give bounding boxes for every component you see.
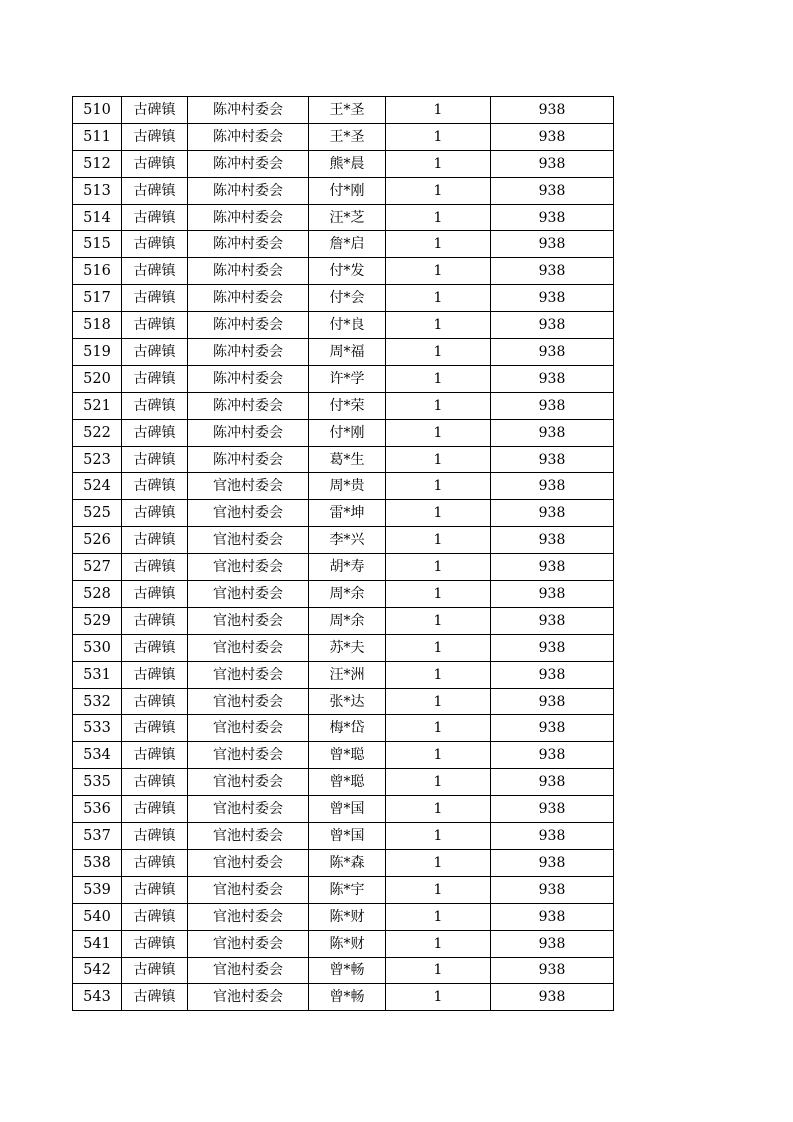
town-cell: 古碑镇 — [122, 634, 188, 661]
count-cell: 1 — [386, 957, 491, 984]
village-cell: 陈冲村委会 — [188, 204, 309, 231]
person-name-cell: 苏*夫 — [309, 634, 386, 661]
person-name-cell: 熊*晨 — [309, 150, 386, 177]
amount-cell: 938 — [491, 607, 614, 634]
amount-cell: 938 — [491, 634, 614, 661]
count-cell: 1 — [386, 123, 491, 150]
person-name-cell: 曾*畅 — [309, 984, 386, 1011]
count-cell: 1 — [386, 392, 491, 419]
count-cell: 1 — [386, 500, 491, 527]
row-number-cell: 520 — [73, 365, 122, 392]
town-cell: 古碑镇 — [122, 876, 188, 903]
amount-cell: 938 — [491, 688, 614, 715]
table-row — [73, 688, 614, 715]
village-cell: 陈冲村委会 — [188, 339, 309, 366]
person-name-cell: 张*达 — [309, 688, 386, 715]
row-number-cell: 543 — [73, 984, 122, 1011]
amount-cell: 938 — [491, 796, 614, 823]
amount-cell: 938 — [491, 715, 614, 742]
village-cell: 官池村委会 — [188, 903, 309, 930]
village-cell: 陈冲村委会 — [188, 258, 309, 285]
count-cell: 1 — [386, 554, 491, 581]
person-name-cell: 胡*寿 — [309, 554, 386, 581]
town-cell: 古碑镇 — [122, 204, 188, 231]
row-number-cell: 537 — [73, 823, 122, 850]
person-name-cell: 詹*启 — [309, 231, 386, 258]
count-cell: 1 — [386, 849, 491, 876]
town-cell: 古碑镇 — [122, 177, 188, 204]
amount-cell: 938 — [491, 258, 614, 285]
table-row — [73, 876, 614, 903]
row-number-cell: 538 — [73, 849, 122, 876]
amount-cell: 938 — [491, 930, 614, 957]
town-cell: 古碑镇 — [122, 769, 188, 796]
row-number-cell: 529 — [73, 607, 122, 634]
amount-cell: 938 — [491, 500, 614, 527]
person-name-cell: 周*余 — [309, 607, 386, 634]
person-name-cell: 陈*宇 — [309, 876, 386, 903]
table-row — [73, 661, 614, 688]
count-cell: 1 — [386, 930, 491, 957]
person-name-cell: 付*荣 — [309, 392, 386, 419]
table-row — [73, 258, 614, 285]
town-cell: 古碑镇 — [122, 849, 188, 876]
table-row — [73, 715, 614, 742]
amount-cell: 938 — [491, 312, 614, 339]
town-cell: 古碑镇 — [122, 285, 188, 312]
count-cell: 1 — [386, 607, 491, 634]
town-cell: 古碑镇 — [122, 903, 188, 930]
table-row — [73, 554, 614, 581]
village-cell: 官池村委会 — [188, 715, 309, 742]
village-cell: 陈冲村委会 — [188, 177, 309, 204]
person-name-cell: 王*圣 — [309, 123, 386, 150]
town-cell: 古碑镇 — [122, 312, 188, 339]
person-name-cell: 付*刚 — [309, 419, 386, 446]
table-row — [73, 285, 614, 312]
person-name-cell: 梅*岱 — [309, 715, 386, 742]
count-cell: 1 — [386, 688, 491, 715]
row-number-cell: 510 — [73, 97, 122, 124]
amount-cell: 938 — [491, 957, 614, 984]
data-table — [72, 96, 614, 1011]
person-name-cell: 汪*芝 — [309, 204, 386, 231]
town-cell: 古碑镇 — [122, 473, 188, 500]
row-number-cell: 528 — [73, 581, 122, 608]
town-cell: 古碑镇 — [122, 97, 188, 124]
count-cell: 1 — [386, 258, 491, 285]
village-cell: 官池村委会 — [188, 473, 309, 500]
person-name-cell: 陈*财 — [309, 930, 386, 957]
count-cell: 1 — [386, 715, 491, 742]
count-cell: 1 — [386, 339, 491, 366]
table-row — [73, 527, 614, 554]
row-number-cell: 515 — [73, 231, 122, 258]
person-name-cell: 周*福 — [309, 339, 386, 366]
town-cell: 古碑镇 — [122, 527, 188, 554]
count-cell: 1 — [386, 984, 491, 1011]
amount-cell: 938 — [491, 123, 614, 150]
village-cell: 陈冲村委会 — [188, 285, 309, 312]
town-cell: 古碑镇 — [122, 930, 188, 957]
table-row — [73, 97, 614, 124]
person-name-cell: 曾*国 — [309, 823, 386, 850]
table-row — [73, 473, 614, 500]
village-cell: 官池村委会 — [188, 661, 309, 688]
amount-cell: 938 — [491, 903, 614, 930]
count-cell: 1 — [386, 473, 491, 500]
town-cell: 古碑镇 — [122, 392, 188, 419]
amount-cell: 938 — [491, 849, 614, 876]
row-number-cell: 517 — [73, 285, 122, 312]
count-cell: 1 — [386, 527, 491, 554]
town-cell: 古碑镇 — [122, 688, 188, 715]
village-cell: 官池村委会 — [188, 742, 309, 769]
person-name-cell: 付*良 — [309, 312, 386, 339]
person-name-cell: 付*会 — [309, 285, 386, 312]
town-cell: 古碑镇 — [122, 957, 188, 984]
table-row — [73, 984, 614, 1011]
amount-cell: 938 — [491, 285, 614, 312]
village-cell: 官池村委会 — [188, 769, 309, 796]
count-cell: 1 — [386, 634, 491, 661]
count-cell: 1 — [386, 581, 491, 608]
village-cell: 官池村委会 — [188, 527, 309, 554]
count-cell: 1 — [386, 876, 491, 903]
amount-cell: 938 — [491, 97, 614, 124]
row-number-cell: 530 — [73, 634, 122, 661]
row-number-cell: 539 — [73, 876, 122, 903]
amount-cell: 938 — [491, 339, 614, 366]
amount-cell: 938 — [491, 150, 614, 177]
person-name-cell: 付*刚 — [309, 177, 386, 204]
row-number-cell: 514 — [73, 204, 122, 231]
village-cell: 官池村委会 — [188, 984, 309, 1011]
town-cell: 古碑镇 — [122, 500, 188, 527]
count-cell: 1 — [386, 446, 491, 473]
count-cell: 1 — [386, 97, 491, 124]
row-number-cell: 516 — [73, 258, 122, 285]
row-number-cell: 540 — [73, 903, 122, 930]
count-cell: 1 — [386, 312, 491, 339]
amount-cell: 938 — [491, 876, 614, 903]
town-cell: 古碑镇 — [122, 258, 188, 285]
table-row — [73, 500, 614, 527]
person-name-cell: 付*发 — [309, 258, 386, 285]
table-row — [73, 607, 614, 634]
amount-cell: 938 — [491, 204, 614, 231]
row-number-cell: 536 — [73, 796, 122, 823]
amount-cell: 938 — [491, 231, 614, 258]
table-row — [73, 339, 614, 366]
town-cell: 古碑镇 — [122, 984, 188, 1011]
town-cell: 古碑镇 — [122, 365, 188, 392]
count-cell: 1 — [386, 796, 491, 823]
table-row — [73, 419, 614, 446]
person-name-cell: 周*余 — [309, 581, 386, 608]
row-number-cell: 524 — [73, 473, 122, 500]
person-name-cell: 许*学 — [309, 365, 386, 392]
table-row — [73, 957, 614, 984]
town-cell: 古碑镇 — [122, 823, 188, 850]
town-cell: 古碑镇 — [122, 339, 188, 366]
amount-cell: 938 — [491, 823, 614, 850]
row-number-cell: 535 — [73, 769, 122, 796]
table-row — [73, 849, 614, 876]
town-cell: 古碑镇 — [122, 231, 188, 258]
amount-cell: 938 — [491, 769, 614, 796]
village-cell: 官池村委会 — [188, 688, 309, 715]
town-cell: 古碑镇 — [122, 715, 188, 742]
town-cell: 古碑镇 — [122, 150, 188, 177]
town-cell: 古碑镇 — [122, 123, 188, 150]
town-cell: 古碑镇 — [122, 742, 188, 769]
village-cell: 官池村委会 — [188, 796, 309, 823]
row-number-cell: 541 — [73, 930, 122, 957]
row-number-cell: 523 — [73, 446, 122, 473]
count-cell: 1 — [386, 177, 491, 204]
count-cell: 1 — [386, 231, 491, 258]
village-cell: 官池村委会 — [188, 930, 309, 957]
amount-cell: 938 — [491, 446, 614, 473]
amount-cell: 938 — [491, 984, 614, 1011]
row-number-cell: 533 — [73, 715, 122, 742]
amount-cell: 938 — [491, 177, 614, 204]
village-cell: 官池村委会 — [188, 634, 309, 661]
person-name-cell: 曾*聪 — [309, 769, 386, 796]
town-cell: 古碑镇 — [122, 661, 188, 688]
row-number-cell: 526 — [73, 527, 122, 554]
row-number-cell: 521 — [73, 392, 122, 419]
row-number-cell: 542 — [73, 957, 122, 984]
count-cell: 1 — [386, 769, 491, 796]
table-row — [73, 769, 614, 796]
row-number-cell: 519 — [73, 339, 122, 366]
amount-cell: 938 — [491, 365, 614, 392]
village-cell: 陈冲村委会 — [188, 312, 309, 339]
town-cell: 古碑镇 — [122, 607, 188, 634]
count-cell: 1 — [386, 661, 491, 688]
village-cell: 官池村委会 — [188, 500, 309, 527]
person-name-cell: 陈*财 — [309, 903, 386, 930]
village-cell: 官池村委会 — [188, 554, 309, 581]
village-cell: 官池村委会 — [188, 581, 309, 608]
village-cell: 陈冲村委会 — [188, 123, 309, 150]
amount-cell: 938 — [491, 581, 614, 608]
table-row — [73, 634, 614, 661]
amount-cell: 938 — [491, 473, 614, 500]
table-row — [73, 231, 614, 258]
table-row — [73, 365, 614, 392]
amount-cell: 938 — [491, 527, 614, 554]
person-name-cell: 李*兴 — [309, 527, 386, 554]
table-row — [73, 392, 614, 419]
table-row — [73, 581, 614, 608]
table-row — [73, 742, 614, 769]
table-row — [73, 796, 614, 823]
village-cell: 官池村委会 — [188, 957, 309, 984]
village-cell: 陈冲村委会 — [188, 365, 309, 392]
table-row — [73, 903, 614, 930]
village-cell: 官池村委会 — [188, 876, 309, 903]
count-cell: 1 — [386, 150, 491, 177]
person-name-cell: 陈*森 — [309, 849, 386, 876]
row-number-cell: 532 — [73, 688, 122, 715]
count-cell: 1 — [386, 823, 491, 850]
town-cell: 古碑镇 — [122, 796, 188, 823]
town-cell: 古碑镇 — [122, 554, 188, 581]
person-name-cell: 葛*生 — [309, 446, 386, 473]
person-name-cell: 曾*畅 — [309, 957, 386, 984]
table-row — [73, 312, 614, 339]
amount-cell: 938 — [491, 661, 614, 688]
village-cell: 陈冲村委会 — [188, 231, 309, 258]
row-number-cell: 512 — [73, 150, 122, 177]
village-cell: 官池村委会 — [188, 823, 309, 850]
table-row — [73, 823, 614, 850]
count-cell: 1 — [386, 285, 491, 312]
village-cell: 陈冲村委会 — [188, 446, 309, 473]
count-cell: 1 — [386, 365, 491, 392]
row-number-cell: 531 — [73, 661, 122, 688]
person-name-cell: 曾*聪 — [309, 742, 386, 769]
amount-cell: 938 — [491, 392, 614, 419]
person-name-cell: 曾*国 — [309, 796, 386, 823]
village-cell: 陈冲村委会 — [188, 419, 309, 446]
person-name-cell: 雷*坤 — [309, 500, 386, 527]
row-number-cell: 527 — [73, 554, 122, 581]
amount-cell: 938 — [491, 742, 614, 769]
village-cell: 陈冲村委会 — [188, 392, 309, 419]
person-name-cell: 周*贵 — [309, 473, 386, 500]
table-row — [73, 446, 614, 473]
table-row — [73, 177, 614, 204]
row-number-cell: 534 — [73, 742, 122, 769]
table-row — [73, 204, 614, 231]
village-cell: 陈冲村委会 — [188, 97, 309, 124]
town-cell: 古碑镇 — [122, 446, 188, 473]
amount-cell: 938 — [491, 419, 614, 446]
table-body — [73, 97, 614, 1011]
amount-cell: 938 — [491, 554, 614, 581]
count-cell: 1 — [386, 742, 491, 769]
count-cell: 1 — [386, 204, 491, 231]
row-number-cell: 513 — [73, 177, 122, 204]
village-cell: 陈冲村委会 — [188, 150, 309, 177]
table-row — [73, 930, 614, 957]
row-number-cell: 522 — [73, 419, 122, 446]
count-cell: 1 — [386, 903, 491, 930]
count-cell: 1 — [386, 419, 491, 446]
village-cell: 官池村委会 — [188, 607, 309, 634]
row-number-cell: 518 — [73, 312, 122, 339]
town-cell: 古碑镇 — [122, 419, 188, 446]
village-cell: 官池村委会 — [188, 849, 309, 876]
person-name-cell: 王*圣 — [309, 97, 386, 124]
row-number-cell: 511 — [73, 123, 122, 150]
person-name-cell: 汪*洲 — [309, 661, 386, 688]
row-number-cell: 525 — [73, 500, 122, 527]
table-row — [73, 123, 614, 150]
town-cell: 古碑镇 — [122, 581, 188, 608]
table-row — [73, 150, 614, 177]
